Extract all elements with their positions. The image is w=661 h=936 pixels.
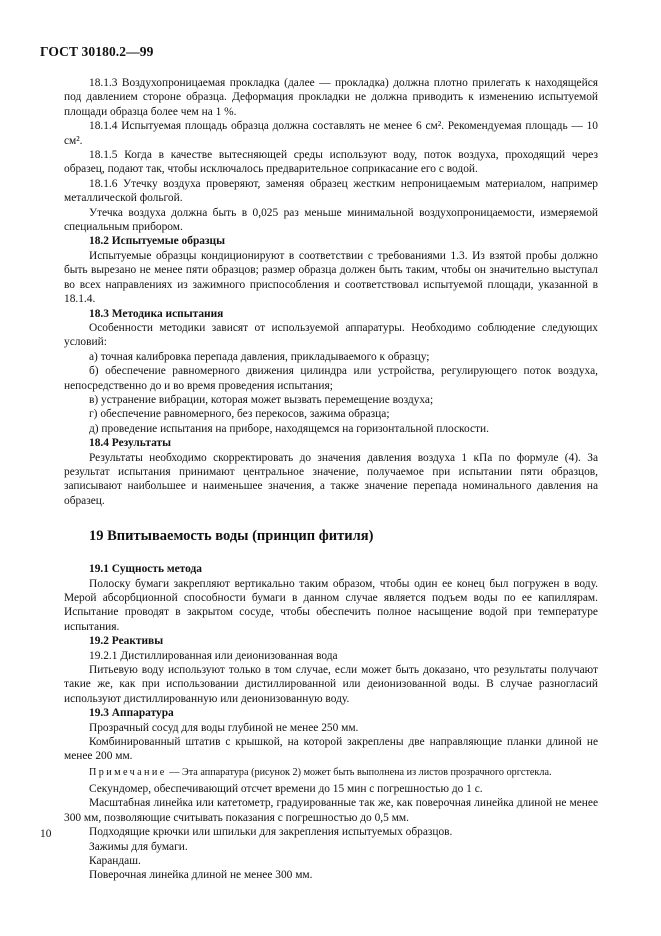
page-body [64, 76, 598, 883]
section-title-19: 19 Впитываемость воды (принцип фитиля) [89, 528, 374, 545]
list-item: в) устранение вибрации, которая может вызвать перемещение воздуха; [89, 393, 434, 406]
apparatus-straightedge: Поверочная линейка длиной не менее 300 мм. [89, 869, 313, 882]
note-label: Примечание [89, 766, 167, 778]
apparatus-ruler: Масштабная линейка или катетометр, градуированные так же, как поверочная линейка длиной не менее 300 мм, позволяющие считывать показания с погрешностью до 0,5 мм. [64, 797, 598, 824]
apparatus-clips: Зажимы для бумаги. [89, 840, 188, 853]
list-item: а) точная калибровка перепада давления, прикладываемого к образцу; [89, 350, 430, 363]
conditions-list [64, 350, 598, 436]
document-header: ГОСТ 30180.2—99 [40, 44, 154, 59]
apparatus-vessel: Прозрачный сосуд для воды глубиной не менее 250 мм. [89, 721, 359, 734]
heading-18-3: 18.3 Методика испытания [89, 307, 224, 320]
page-number: 10 [40, 828, 52, 840]
apparatus-stopwatch: Секундомер, обеспечивающий отсчет времени до 15 мин с погрешностью до 1 с. [89, 782, 483, 795]
paragraph-18-1-4: 18.1.4 Испытуемая площадь образца должна составлять не менее 6 см². Рекомендуемая площадь — 10 см². [64, 120, 598, 147]
heading-19-1: 19.1 Сущность метода [89, 563, 202, 576]
paragraph-18-1-5: 18.1.5 Когда в качестве вытесняющей среды используют воду, поток воздуха, проходящий через образец, подают так, чтобы исключалось предварительное соприкасание его с водой. [64, 149, 598, 176]
apparatus-pencil: Карандаш. [89, 854, 141, 867]
apparatus-hooks: Подходящие крючки или шпильки для закрепления испытуемых образцов. [89, 826, 453, 839]
heading-19-2: 19.2 Реактивы [89, 635, 164, 648]
note-text: — Эта аппаратура (рисунок 2) может быть выполнена из листов прозрачного оргстекла. [166, 766, 552, 778]
apparatus-stand: Комбинированный штатив с крышкой, на которой закреплены две направляющие планки длиной не менее 200 мм. [64, 736, 598, 763]
heading-19-3: 19.3 Аппаратура [89, 707, 174, 720]
heading-18-2: 18.2 Испытуемые образцы [89, 235, 226, 248]
heading-18-4: 18.4 Результаты [89, 437, 171, 450]
paragraph-18-1-6: 18.1.6 Утечку воздуха проверяют, заменяя образец жестким непроницаемым материалом, например металлической фольгой. [64, 177, 598, 205]
list-item: б) обеспечение равномерного движения цилиндра или устройства, регулирующего поток воздуха, непосредственно до и во время проведения испытания; [64, 365, 598, 392]
note [64, 766, 598, 779]
paragraph-18-1-3: 18.1.3 Воздухопроницаемая прокладка (далее — прокладка) должна плотно прилегать к находящейся под давлением стороне образца. Деформация прокладки не должна приводить к изменению испытуемой площади образца более чем на 1 %. [64, 77, 598, 118]
paragraph-18-4: Результаты необходимо скорректировать до значения давления воздуха 1 кПа по формуле (4). За результат испытания принимают центральное значение, получаемое при испытании пяти образцов, записывают наибольшее и наименьшее значения, а также значение перепада номинального давления на образец. [64, 451, 598, 507]
paragraph-19-1: Полоску бумаги закрепляют вертикально таким образом, чтобы один ее конец был погружен в воду. Мерой абсорбционной способности бумаги в данном случае является подъем воды по ее капиллярам. Испытание проводят в закрытом сосуде, чтобы обеспечить полное насыщение водой при температуре испытания. [64, 577, 598, 633]
paragraph-18-3: Особенности методики зависят от используемой аппаратуры. Необходимо соблюдение следующих условий: [64, 321, 598, 349]
paragraph-18-2: Испытуемые образцы кондиционируют в соответствии с требованиями 1.3. Из взятой пробы должно быть вырезано не менее пяти образцов; размер образца должен быть таким, чтобы он значительно выступал во всех направлениях из зажимного приспособления и соответствовал испытуемой площади, указанной в 18.1.4. [64, 249, 598, 306]
list-item: д) проведение испытания на приборе, находящемся на горизонтальной плоскости. [89, 422, 489, 435]
list-item: г) обеспечение равномерного, без перекосов, зажима образца; [89, 408, 390, 421]
paragraph-19-2-1: 19.2.1 Дистиллированная или деионизованная вода [89, 649, 338, 662]
paragraph-leak: Утечка воздуха должна быть в 0,025 раз меньше минимальной воздухопроницаемости, измеряемой специальным прибором. [64, 206, 598, 234]
paragraph-19-2-1-text: Питьевую воду используют только в том случае, если может быть доказано, что результаты получают такие же, как при использовании дистиллированной или деионизованной воды. В случае разногласий используют дистиллированную или деионизованную воду. [64, 664, 598, 705]
